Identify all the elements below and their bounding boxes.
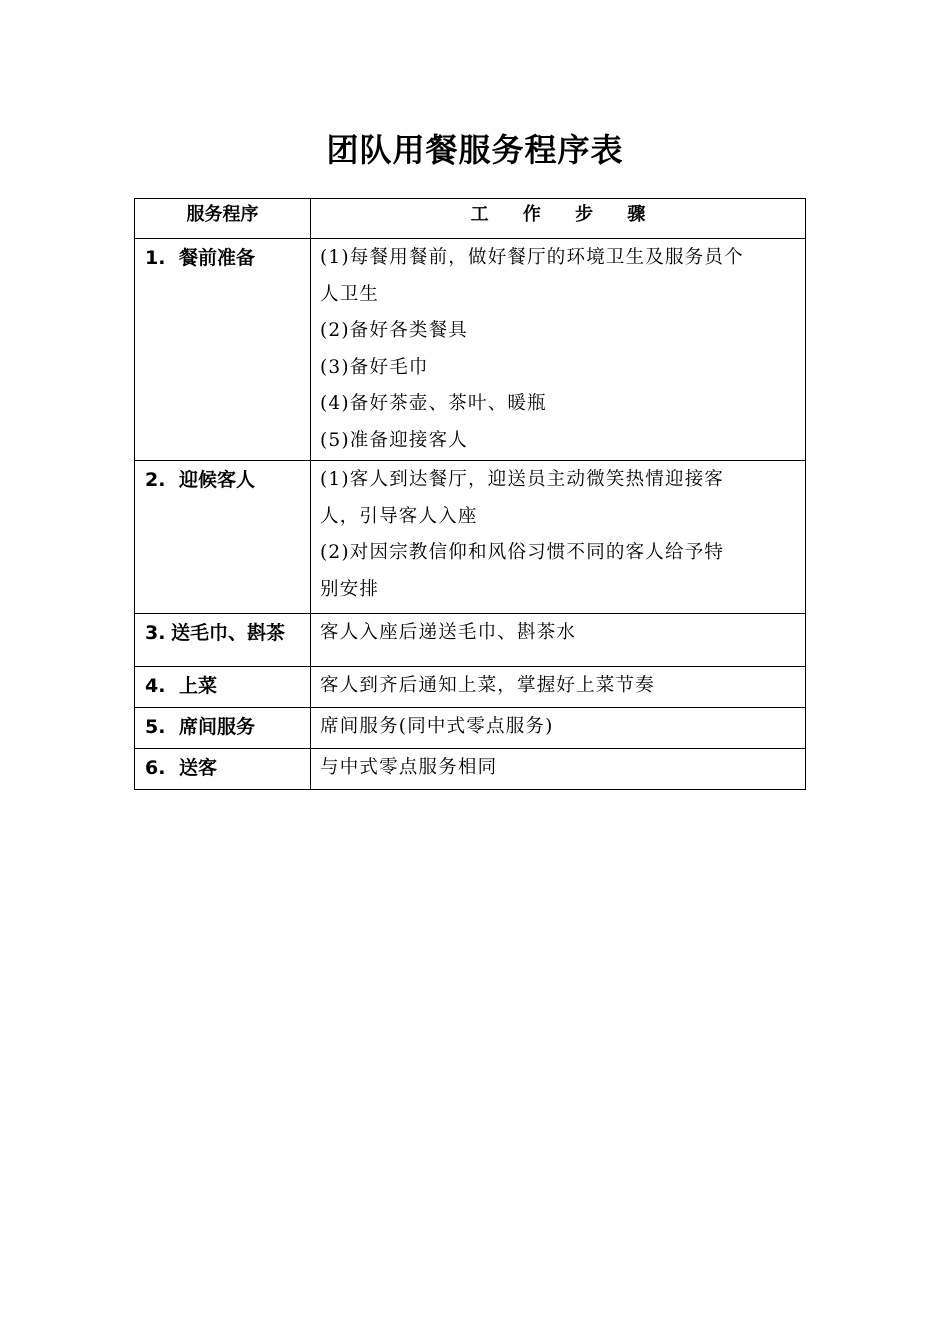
step-cell: [135, 708, 311, 749]
table-row: [135, 708, 806, 749]
header-service-procedure: 服务程序: [135, 199, 311, 239]
step-cell: [135, 667, 311, 708]
step-cell: [135, 239, 311, 461]
table-row: [135, 461, 806, 614]
step-number: 2.: [145, 469, 166, 491]
detail-line: (2)备好各类餐具: [320, 320, 469, 341]
detail-line: 人卫生: [320, 283, 380, 305]
detail-cell: [311, 614, 806, 667]
detail-line: (3)备好毛巾: [320, 356, 429, 378]
detail-cell: [311, 461, 806, 614]
step-number: 3.: [145, 622, 166, 644]
page-title: 团队用餐服务程序表: [326, 131, 624, 169]
detail-cell: [311, 749, 806, 790]
step-cell: [135, 461, 311, 614]
step-name: 餐前准备: [179, 247, 256, 269]
header-work-steps: 工 作 步 骤: [311, 199, 806, 239]
table-row: [135, 614, 806, 667]
detail-line: (2)对因宗教信仰和风俗习惯不同的客人给予特: [320, 542, 725, 563]
step-name: 席间服务: [179, 716, 256, 738]
detail-line: (1)每餐用餐前，做好餐厅的环境卫生及服务员个: [320, 247, 744, 268]
detail-line: (1)客人到达餐厅，迎送员主动微笑热情迎接客: [320, 469, 725, 490]
step-number: 6.: [145, 757, 166, 779]
table-header-row: [135, 199, 806, 239]
detail-line: 人，引导客人入座: [320, 505, 478, 527]
detail-line: 别安排: [320, 578, 380, 600]
detail-line: 客人入座后递送毛巾、斟茶水: [320, 622, 577, 643]
service-procedure-table: [134, 198, 806, 790]
detail-cell: [311, 667, 806, 708]
detail-line: 客人到齐后通知上菜，掌握好上菜节奏: [320, 675, 655, 696]
detail-cell: [311, 239, 806, 461]
step-cell: [135, 749, 311, 790]
step-number: 4.: [145, 675, 166, 697]
detail-line: 席间服务(同中式零点服务): [320, 716, 554, 737]
detail-cell: [311, 708, 806, 749]
step-number: 1.: [145, 247, 166, 269]
step-name: 上菜: [179, 675, 218, 697]
step-name: 迎候客人: [179, 469, 256, 491]
detail-line: 与中式零点服务相同: [320, 757, 498, 778]
detail-line: (4)备好茶壶、茶叶、暖瓶: [320, 393, 547, 414]
step-number: 5.: [145, 716, 166, 738]
step-cell: [135, 614, 311, 667]
step-name: 送毛巾、斟茶: [171, 622, 286, 644]
table-row: [135, 749, 806, 790]
table-row: [135, 239, 806, 461]
table-row: [135, 667, 806, 708]
step-name: 送客: [179, 757, 218, 779]
detail-line: (5)准备迎接客人: [320, 429, 469, 451]
